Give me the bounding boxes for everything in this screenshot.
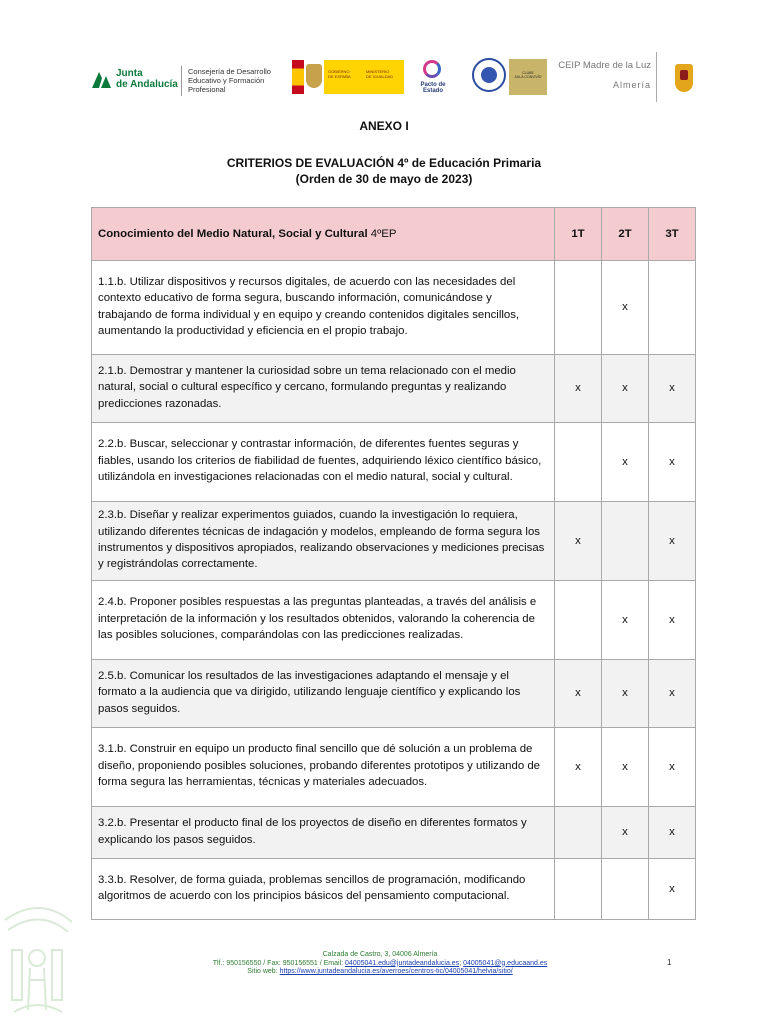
term-2-mark: x — [602, 728, 649, 807]
term-2-mark: x — [602, 261, 649, 355]
spain-flag-icon — [292, 60, 304, 94]
gob-line2: DE ESPAÑA — [328, 74, 351, 79]
junta-andalucia-mark-icon — [90, 68, 112, 90]
seal2-line2: AULA CONVIVÍO — [514, 75, 542, 79]
criterion-text: 1.1.b. Utilizar dispositivos y recursos digitales, de acuerdo con las necesidades del contexto educativo de forma segura, buscando información, comunicándose y trabajando de forma individual y en equipo y creando contenidos digitales sencillos, aumentando la productividad y eficiencia en el propio trabajo. — [92, 261, 555, 355]
annex-title: ANEXO I — [359, 119, 409, 133]
term-1-header: 1T — [555, 208, 602, 261]
criterion-text: 2.2.b. Buscar, seleccionar y contrastar información, de diferentes fuentes seguras y fiables, usando los criterios de fiabilidad de fuentes, adquiriendo léxico científico básico, utilizándola en investigaciones relacionadas con el medio natural, social y cultural. — [92, 423, 555, 502]
dept-line1: Consejería de Desarrollo — [188, 67, 271, 76]
term-3-mark: x — [649, 355, 696, 423]
website-link[interactable]: https://www.juntadeandalucia.es/averroes/centros-tic/04005041/helvia/sitio/ — [279, 968, 513, 975]
term-2-mark: x — [602, 660, 649, 728]
school-city: Almería — [612, 80, 651, 90]
pacto-ring-icon — [423, 60, 441, 78]
gob-line1: GOBIERNO — [328, 69, 350, 74]
term-3-mark: x — [649, 502, 696, 581]
table-row — [92, 502, 696, 581]
pacto-label: Pacto de Estado — [420, 82, 446, 94]
school-name-block — [555, 60, 655, 100]
dept-line3: Profesional — [188, 85, 226, 94]
term-1-mark: x — [555, 502, 602, 581]
subject-name: Conocimiento del Medio Natural, Social y Cultural — [98, 227, 368, 240]
term-2-mark: x — [602, 807, 649, 859]
email-link-educaand[interactable]: 04005041@g.educaand.es — [463, 959, 548, 967]
seal2-line1: CLUBE — [522, 71, 534, 75]
junta-name — [116, 68, 178, 90]
evaluation-criteria-table — [91, 207, 696, 920]
coat-of-arms-icon — [306, 64, 322, 88]
table-row — [92, 261, 696, 355]
aula-convivio-badge — [509, 59, 547, 95]
table-row — [92, 807, 696, 859]
footer-address: Calzada de Castro, 3, 04006 Almería — [322, 951, 438, 958]
table-row — [92, 581, 696, 660]
criteria-heading: CRITERIOS DE EVALUACIÓN 4º de Educación Primaria — [226, 156, 542, 170]
table-header-row — [92, 208, 696, 261]
term-1-mark — [555, 261, 602, 355]
criterion-text: 2.5.b. Comunicar los resultados de las investigaciones adaptando el mensaje y el formato a la audiencia que va dirigido, utilizando lenguaje científico y explicando los pasos seguidos. — [92, 660, 555, 728]
term-2-mark: x — [602, 581, 649, 660]
term-1-mark — [555, 581, 602, 660]
school-name: CEIP Madre de la Luz — [558, 60, 651, 71]
term-2-mark — [602, 859, 649, 920]
divider — [656, 52, 657, 102]
term-2-header: 2T — [602, 208, 649, 261]
pacto-estado-logo — [410, 58, 456, 98]
subject-level: 4ºEP — [370, 227, 397, 240]
table-row — [92, 660, 696, 728]
document-title — [0, 155, 768, 187]
junta-line1: Junta — [116, 68, 143, 79]
order-reference: (Orden de 30 de mayo de 2023) — [295, 172, 473, 186]
term-1-mark: x — [555, 355, 602, 423]
school-crest-icon — [675, 64, 693, 92]
term-2-mark: x — [602, 355, 649, 423]
min-line2: DE IGUALDAD — [366, 74, 394, 79]
footer-contact — [130, 951, 630, 977]
min-line1: MINISTERIO — [366, 69, 390, 74]
email-separator: ; — [459, 959, 462, 967]
term-3-mark — [649, 261, 696, 355]
term-3-mark: x — [649, 807, 696, 859]
junta-andalucia-logo — [90, 66, 180, 96]
term-3-mark: x — [649, 728, 696, 807]
letterhead — [0, 52, 768, 106]
term-1-mark: x — [555, 728, 602, 807]
footer-contact-line — [130, 960, 630, 969]
criterion-text: 2.1.b. Demostrar y mantener la curiosidad sobre un tema relacionado con el medio natural, social o cultural específico y cercano, formulando preguntas y realizando predicciones razonadas. — [92, 355, 555, 423]
subject-header — [92, 208, 555, 261]
web-label: Sitio web: — [247, 968, 278, 975]
term-2-mark: x — [602, 423, 649, 502]
divider — [181, 66, 182, 96]
term-3-mark: x — [649, 859, 696, 920]
criterion-text: 3.2.b. Presentar el producto final de los proyectos de diseño en diferentes formatos y explicando los pasos seguidos. — [92, 807, 555, 859]
page-number: 1 — [667, 958, 672, 967]
term-1-mark: x — [555, 660, 602, 728]
andalucia-watermark-icon — [0, 900, 80, 1024]
term-1-mark — [555, 423, 602, 502]
table-row — [92, 423, 696, 502]
email-link-edu[interactable]: 04005041.edu@juntadeandalucia.es — [345, 959, 460, 967]
footer-phone: Tlf.: 950156550 / Fax: 950156551 / Email: — [212, 959, 344, 967]
term-3-mark: x — [649, 423, 696, 502]
ministry-box — [324, 60, 404, 94]
term-3-mark: x — [649, 660, 696, 728]
footer-web-line — [130, 968, 630, 977]
table-row — [92, 355, 696, 423]
term-1-mark — [555, 859, 602, 920]
school-seal-icon — [472, 58, 506, 92]
criterion-text: 3.3.b. Resolver, de forma guiada, problemas sencillos de programación, modificando algoritmos de acuerdo con los principios básicos del pensamiento computacional. — [92, 859, 555, 920]
criterion-text: 3.1.b. Construir en equipo un producto final sencillo que dé solución a un problema de diseño, proponiendo posibles soluciones, probando diferentes prototipos y utilizando de forma segura las herramientas, técnicas y materiales adecuados. — [92, 728, 555, 807]
term-3-mark: x — [649, 581, 696, 660]
criterion-text: 2.4.b. Proponer posibles respuestas a las preguntas planteadas, a través del análisis e interpretación de la información y los resultados obtenidos, valorando la coherencia de las posibles soluciones, comparándolas con las predicciones realizadas. — [92, 581, 555, 660]
gobierno-espana-logo — [292, 60, 404, 94]
term-2-mark — [602, 502, 649, 581]
term-3-header: 3T — [649, 208, 696, 261]
criterion-text: 2.3.b. Diseñar y realizar experimentos guiados, cuando la investigación lo requiera, utilizando diferentes técnicas de indagación y modelos, empleando de forma segura los instrumentos y dispositivos apropiados, realizando observaciones y mediciones precisas y registrándolas correctamente. — [92, 502, 555, 581]
table-row — [92, 728, 696, 807]
department-name — [188, 67, 271, 94]
table-row — [92, 859, 696, 920]
junta-line2: de Andalucía — [116, 79, 178, 90]
dept-line2: Educativo y Formación — [188, 76, 265, 85]
term-1-mark — [555, 807, 602, 859]
